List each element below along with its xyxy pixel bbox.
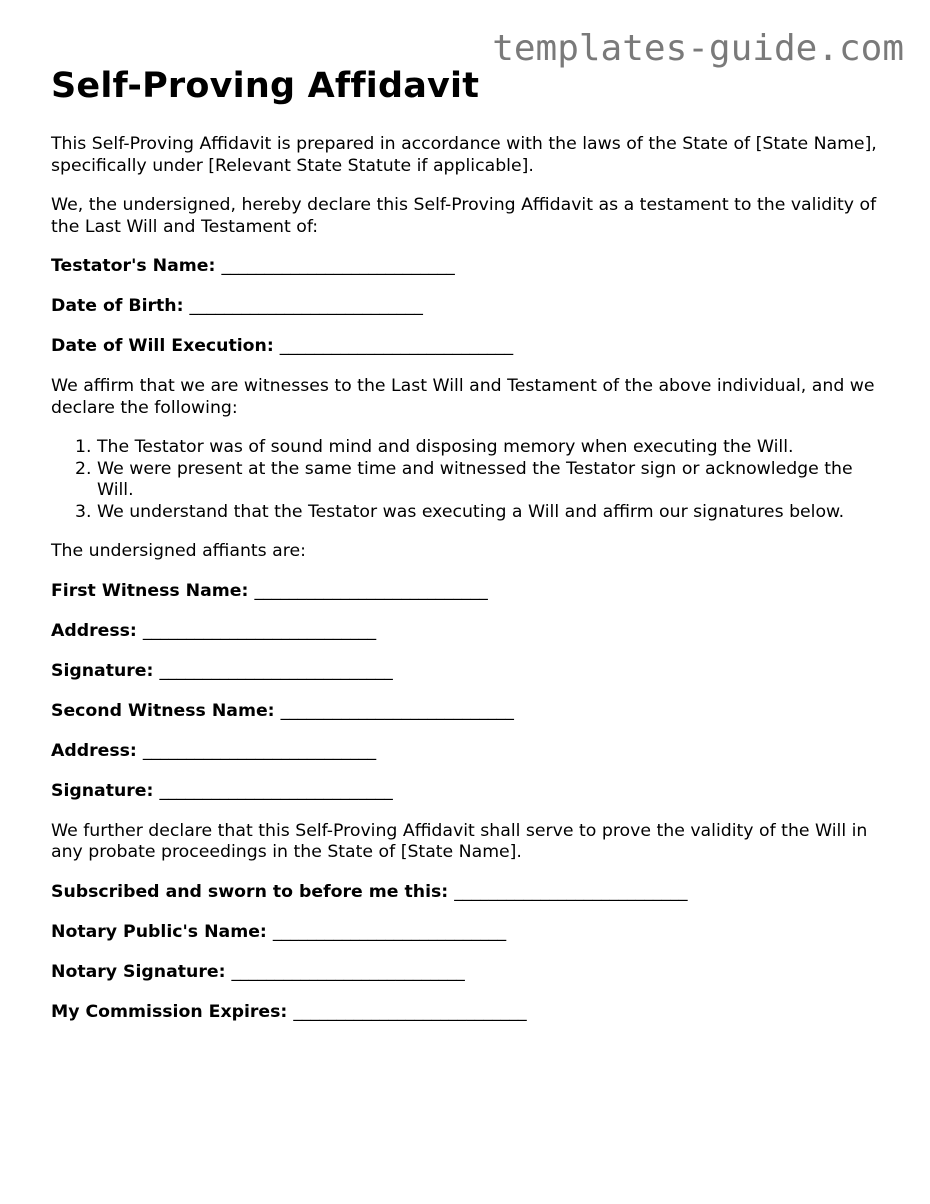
intro-paragraph-2: We, the undersigned, hereby declare this Self-Proving Affidavit as a testament to the validity of the Last Will and Testament of: — [51, 195, 877, 237]
field-blank[interactable]: ___________________________ — [189, 296, 423, 316]
second-witness-address-field[interactable] — [51, 741, 881, 763]
field-blank[interactable]: ___________________________ — [279, 336, 514, 356]
declarations-list — [51, 437, 881, 523]
watermark: templates-guide.com — [492, 28, 904, 69]
field-label: Signature: — [51, 780, 154, 801]
document-body — [51, 134, 881, 1042]
notary-name-field[interactable] — [51, 922, 881, 944]
field-label: First Witness Name: — [51, 580, 249, 601]
field-label: Testator's Name: — [51, 256, 216, 276]
field-blank[interactable]: ___________________________ — [142, 740, 377, 761]
testator-name-field[interactable] — [51, 256, 881, 278]
field-blank[interactable]: ___________________________ — [454, 881, 688, 902]
field-blank[interactable]: ___________________________ — [159, 780, 393, 801]
field-blank[interactable]: ___________________________ — [231, 961, 465, 982]
field-label: Address: — [51, 740, 137, 761]
list-item: 3. We understand that the Testator was executing a Will and affirm our signatures below. — [97, 502, 881, 524]
intro-paragraph-1: This Self-Proving Affidavit is prepared in accordance with the laws of the State of [State Name], specifically under [Relevant State Statute if applicable]. — [51, 134, 877, 176]
field-blank[interactable]: ___________________________ — [293, 1001, 527, 1022]
second-witness-signature-field[interactable] — [51, 781, 881, 803]
field-label: Date of Birth: — [51, 296, 184, 316]
affiants-intro: The undersigned affiants are: — [51, 541, 306, 561]
field-label: Subscribed and sworn to before me this: — [51, 881, 449, 902]
affirm-paragraph: We affirm that we are witnesses to the Last Will and Testament of the above individual, and we declare the following: — [51, 376, 875, 418]
field-label: Signature: — [51, 660, 154, 681]
field-blank[interactable]: ___________________________ — [142, 620, 377, 641]
field-blank[interactable]: ___________________________ — [221, 256, 455, 276]
field-blank[interactable]: ___________________________ — [254, 580, 488, 601]
list-item: 2. We were present at the same time and witnessed the Testator sign or acknowledge the Will. — [97, 459, 881, 502]
sworn-date-field[interactable] — [51, 882, 881, 904]
field-label: Notary Public's Name: — [51, 921, 267, 942]
commission-expires-field[interactable] — [51, 1002, 881, 1024]
field-blank[interactable]: ___________________________ — [159, 660, 393, 681]
field-blank[interactable]: ___________________________ — [272, 921, 507, 942]
first-witness-signature-field[interactable] — [51, 661, 881, 683]
list-item: 1. The Testator was of sound mind and disposing memory when executing the Will. — [97, 437, 881, 459]
field-label: Notary Signature: — [51, 961, 226, 982]
notary-signature-field[interactable] — [51, 962, 881, 984]
second-witness-name-field[interactable] — [51, 701, 881, 723]
will-execution-date-field[interactable] — [51, 336, 881, 358]
field-label: Date of Will Execution: — [51, 336, 274, 356]
page-title: Self-Proving Affidavit — [51, 66, 480, 106]
date-of-birth-field[interactable] — [51, 296, 881, 318]
field-label: My Commission Expires: — [51, 1001, 288, 1022]
first-witness-name-field[interactable] — [51, 581, 881, 603]
field-label: Second Witness Name: — [51, 700, 275, 721]
field-label: Address: — [51, 620, 137, 641]
field-blank[interactable]: ___________________________ — [280, 700, 514, 721]
first-witness-address-field[interactable] — [51, 621, 881, 643]
further-declaration-paragraph: We further declare that this Self-Proving Affidavit shall serve to prove the validity of the Will in any probate proceedings in the State of [State Name]. — [51, 820, 868, 862]
